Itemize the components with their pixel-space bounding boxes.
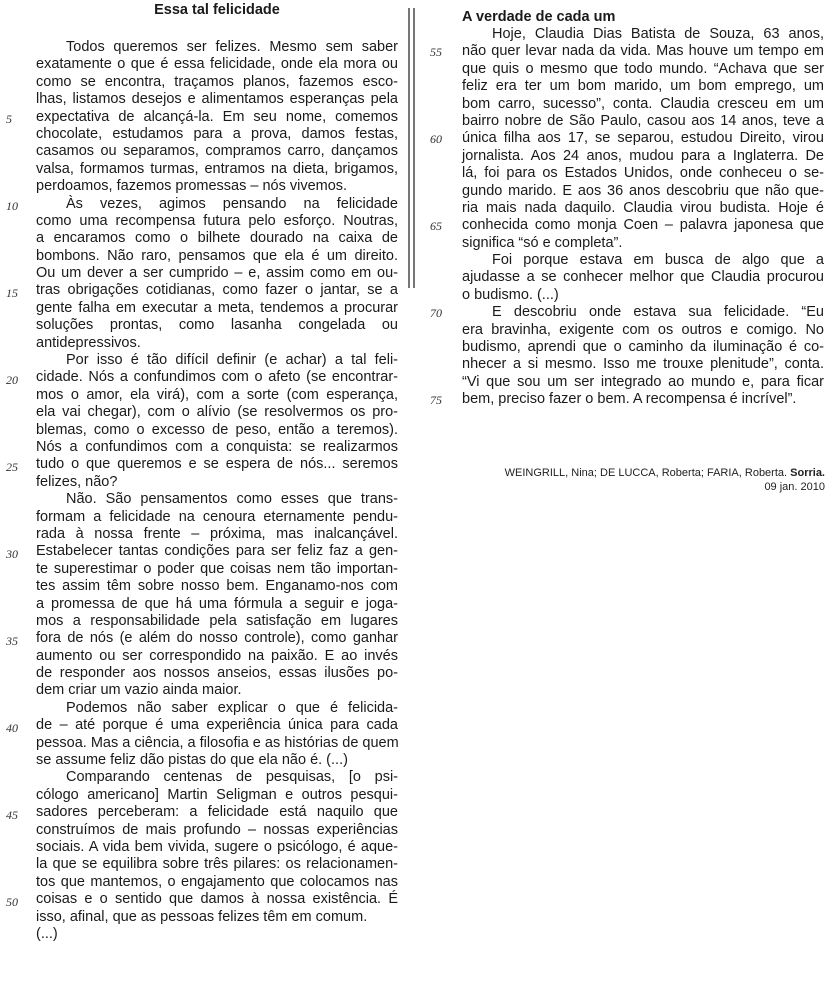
text-line: Às vezes, agimos pensando na felicidade xyxy=(66,195,398,212)
text-line: o budismo. (...) xyxy=(462,286,559,303)
sidebar-title: A verdade de cada um xyxy=(462,9,616,25)
line-number: 15 xyxy=(6,285,18,300)
line-number: 75 xyxy=(430,393,442,408)
text-line: de – até porque é uma experiência única para cada xyxy=(36,717,398,734)
text-line: Podemos não saber explicar o que é felicida- xyxy=(66,699,398,716)
line-number: 55 xyxy=(430,45,442,60)
text-line: ria mais nada daquilo. Claudia virou budista. Hoje é xyxy=(462,199,824,216)
right-column xyxy=(462,0,824,409)
text-line: aumento ou ser correspondido na paixão. E ao invés xyxy=(36,647,398,664)
text-line: como se encontra, traçamos planos, fazemos esco- xyxy=(36,73,398,90)
text-line: mos a responsabilidade pela satisfação em lugares xyxy=(36,612,398,629)
line-number: 50 xyxy=(6,894,18,909)
text-line: significa “só e completa”. xyxy=(462,234,623,251)
line-number: 40 xyxy=(6,720,18,735)
line-number: 45 xyxy=(6,807,18,822)
text-line: formam a felicidade na cenoura eternamente pendu- xyxy=(36,508,398,525)
text-line: chocolate, estudamos para a prova, damos festas, xyxy=(36,125,398,142)
text-line: la que se equilibra sobre três pilares: os relacionamen- xyxy=(36,856,398,873)
text-line: exatamente o que é essa felicidade, onde ela mora ou xyxy=(36,56,398,73)
text-line: se assume feliz dão pistas do que ela não é. (...) xyxy=(36,752,348,769)
line-number: 35 xyxy=(6,633,18,648)
text-line: ajudasse a se conhecer melhor que Claudia procurou xyxy=(462,269,824,286)
line-number: 10 xyxy=(6,198,18,213)
text-line: fora de nós (e além do nosso controle), como ganhar xyxy=(36,630,398,647)
text-line: a encaramos como o bilhete dourado na caixa de xyxy=(36,230,398,247)
text-line: antidepressivos. xyxy=(36,334,141,351)
source-authors: WEINGRILL, Nina; DE LUCCA, Roberta; FARIA, Roberta. xyxy=(504,467,788,479)
text-line: casamos ou separamos, compramos carro, dançamos xyxy=(36,143,398,160)
text-line: Ou um dever a ser cumprido – e, assim como em ou- xyxy=(36,265,398,282)
text-line: felizes, não? xyxy=(36,473,118,490)
line-number: 25 xyxy=(6,459,18,474)
left-column xyxy=(36,0,398,943)
text-line: Não. São pensamentos como esses que trans- xyxy=(66,491,398,508)
text-line: gente falha em executar a meta, tendemos a procurar xyxy=(36,299,398,316)
text-line: de responder aos nossos anseios, essas ilusões po- xyxy=(36,665,398,682)
text-line: que quis o mesmo que todo mundo. “Achava que ser xyxy=(462,60,824,77)
text-line: era bravinha, exigente com os outros e comigo. No xyxy=(462,321,824,338)
text-line: como uma recompensa futura pelo esforço. Noutras, xyxy=(36,212,398,229)
text-line: isso, afinal, que as pessoas felizes têm em comum. xyxy=(36,908,368,925)
line-number: 70 xyxy=(430,306,442,321)
article-title: Essa tal felicidade xyxy=(154,2,280,18)
text-line: “Vi que sou um ser integrado ao mundo e, para ficar xyxy=(462,373,824,390)
sidebar-body xyxy=(462,26,824,409)
text-line: não quer levar nada da vida. Mas houve um tempo em xyxy=(462,43,824,60)
text-line: pessoa. Mas a ciência, a filosofia e as histórias de quem xyxy=(36,734,399,751)
text-line: Nós a confundimos com a conquista: se realizarmos xyxy=(36,438,398,455)
text-line: valsa, formamos turmas, entramos na dieta, brigamos, xyxy=(36,160,398,177)
text-line: gundo marido. E aos 36 anos descobriu que não que- xyxy=(462,182,824,199)
text-line: tes assim têm sobre nosso bem. Enganamo-nos com xyxy=(36,578,398,595)
text-line: bombons. Não raro, pensamos que ela é um direito. xyxy=(36,247,398,264)
text-line: E descobriu onde estava sua felicidade. “Eu xyxy=(492,304,824,321)
source-publication: Sorria. xyxy=(790,467,825,479)
text-line: tos que mantemos, o engajamento que colocamos nas xyxy=(36,873,398,890)
source-date: 09 jan. 2010 xyxy=(764,481,825,493)
text-line: budismo, aprendi que o caminho da iluminação é co- xyxy=(462,339,824,356)
text-line: bem, preciso fazer o bem. A recompensa é incrível”. xyxy=(462,391,797,408)
article-body xyxy=(36,39,398,943)
line-number: 5 xyxy=(6,111,12,126)
line-number: 30 xyxy=(6,546,18,561)
text-line: soluções prontas, como lasanha congelada ou xyxy=(36,317,398,334)
text-line: ela vai chegar), com o alívio (se resolvermos os pro- xyxy=(36,404,398,421)
text-line: rada à nossa frente – próxima, mas inalcançável. xyxy=(36,525,398,542)
text-line: coisas e o sentido que damos à nossa existência. É xyxy=(36,891,398,908)
line-number: 60 xyxy=(430,132,442,147)
text-line: cidade. Nós a confundimos com o afeto (se encontrar- xyxy=(36,369,398,386)
text-line: lhas, listamos desejos e alimentamos esperanças pela xyxy=(36,91,398,108)
text-line: tras obrigações cotidianas, como fazer o jantar, se a xyxy=(36,282,398,299)
text-line: dem criar um vazio ainda maior. xyxy=(36,682,242,699)
text-line: lá, foi para os Estados Unidos, onde conheceu o se- xyxy=(462,165,824,182)
line-number: 65 xyxy=(430,219,442,234)
text-line: bairro nobre de São Paulo, casou aos 14 anos, teve a xyxy=(462,112,824,129)
text-line: te superestimar o poder que coisas nem tão importan- xyxy=(36,560,398,577)
text-line: perdoamos, fazemos promessas – nós vivemos. xyxy=(36,178,348,195)
line-number: 20 xyxy=(6,372,18,387)
text-line: blemas, como o excesso de peso, então a teremos). xyxy=(36,421,398,438)
text-line: feliz era ter um bom marido, um bom emprego, um xyxy=(462,78,824,95)
source-citation xyxy=(505,466,825,494)
text-line: única filha aos 17, se separou, estudou Direito, virou xyxy=(462,130,824,147)
text-line: mos o amor, ela virá), com a sorte (com esperança, xyxy=(36,386,398,403)
text-line: sociais. A vida bem vivida, sugere o psicólogo, é aque- xyxy=(36,838,398,855)
text-line: a promessa de que há uma fórmula a seguir e joga- xyxy=(36,595,398,612)
text-line: Estabelecer tantas condições para ser feliz faz a gen- xyxy=(36,543,398,560)
text-line: jornalista. Aos 24 anos, mudou para a Inglaterra. De xyxy=(462,147,824,164)
text-line: cólogo americano] Martin Seligman e outros pesqui- xyxy=(36,786,398,803)
text-line: Foi porque estava em busca de algo que a xyxy=(492,252,824,269)
text-line: Hoje, Claudia Dias Batista de Souza, 63 anos, xyxy=(492,26,824,42)
text-line: Por isso é tão difícil definir (e achar) a tal feli- xyxy=(66,352,398,369)
text-line: bom carro, sucesso”, conta. Claudia cresceu em um xyxy=(462,95,824,112)
text-line: tudo o que queremos e se espera de nós... seremos xyxy=(36,456,398,473)
text-line: sadores perceberam: a felicidade está naquilo que xyxy=(36,804,398,821)
text-line: nhecer a si mesmo. Isso me trouxe plenitude”, conta. xyxy=(462,356,824,373)
column-divider xyxy=(408,8,415,288)
text-line: construímos de mais profundo – nossas experiências xyxy=(36,821,398,838)
text-line: (...) xyxy=(36,925,58,942)
text-line: Todos queremos ser felizes. Mesmo sem saber xyxy=(66,39,398,55)
text-line: Comparando centenas de pesquisas, [o psi- xyxy=(66,769,398,786)
text-line: expectativa de alcançá-la. Em seu nome, comemos xyxy=(36,108,398,125)
text-line: conhecida como monja Coen – palavra japonesa que xyxy=(462,217,824,234)
